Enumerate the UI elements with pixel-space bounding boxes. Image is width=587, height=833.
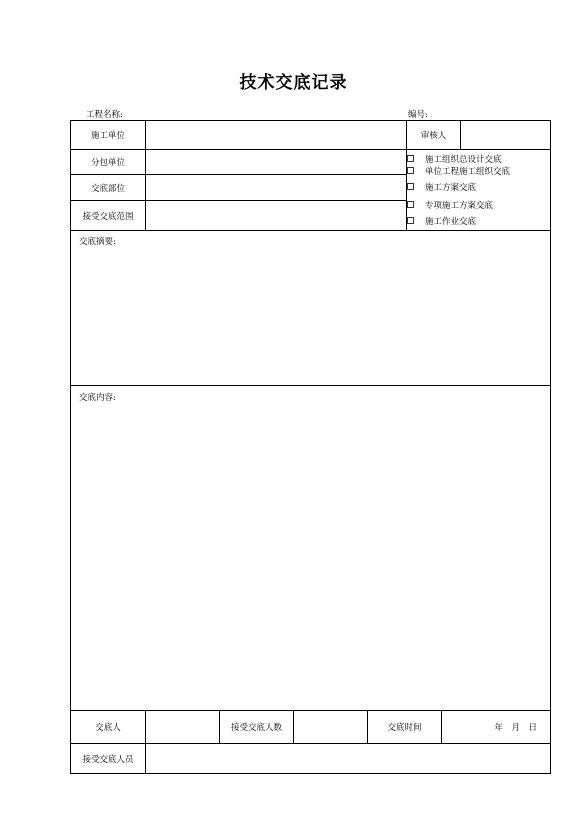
option-construction-plan[interactable]: 施工方案交底 [407,181,476,192]
checkbox-icon[interactable] [407,183,414,190]
record-table [70,120,551,774]
number-label: 编号: [408,110,428,120]
summary-label: 交底摘要: [79,237,116,247]
project-name-label: 工程名称: [86,110,123,120]
checkbox-icon[interactable] [407,201,414,208]
checkbox-icon[interactable] [407,167,414,174]
option-work-operation[interactable]: 施工作业交底 [407,215,476,226]
checkbox-icon[interactable] [407,155,414,162]
content-area[interactable] [71,403,551,710]
discloser-label: 交底人 [95,723,121,733]
reviewer-label: 审核人 [420,131,447,141]
disclose-time-label: 交底时间 [387,723,422,733]
receiver-count-label: 接受交底人数 [230,723,282,733]
checkbox-icon[interactable] [407,217,414,224]
receivers-label: 接受交底人员 [82,755,134,765]
date-field[interactable]: 年 月 日 [494,723,537,733]
content-label: 交底内容: [79,393,116,403]
option-general-design[interactable]: 施工组织总设计交底 [407,153,502,164]
construction-unit-field[interactable] [146,121,406,149]
construction-unit-label: 施工单位 [90,131,125,141]
receive-scope-label: 接受交底范围 [82,211,134,222]
subcontract-unit-field[interactable] [146,150,406,174]
summary-area[interactable] [71,247,551,385]
receiver-count-field[interactable] [294,711,367,743]
disclosure-part-label: 交底部位 [90,183,125,194]
subcontract-unit-label: 分包单位 [90,158,125,168]
disclosure-part-field[interactable] [146,175,406,200]
discloser-field[interactable] [146,711,219,743]
receivers-field[interactable] [146,744,551,774]
receive-scope-field[interactable] [146,201,406,230]
option-unit-project[interactable]: 单位工程施工组织交底 [407,165,510,176]
reviewer-field[interactable] [461,121,551,149]
option-special-plan[interactable]: 专项施工方案交底 [407,199,493,210]
page-title: 技术交底记录 [239,73,348,93]
